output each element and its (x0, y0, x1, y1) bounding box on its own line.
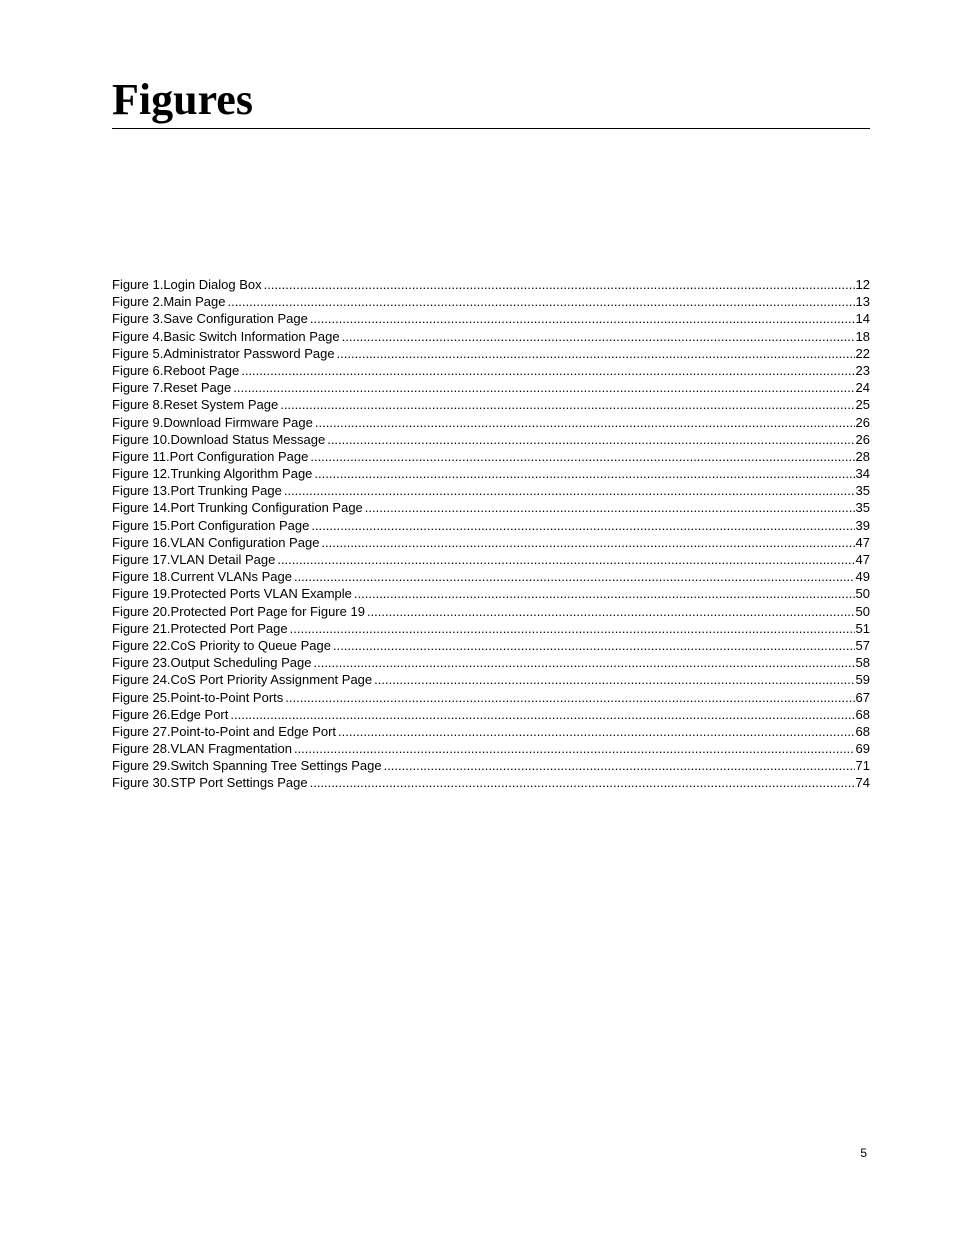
figure-entry[interactable] (112, 654, 870, 671)
figure-entry[interactable] (112, 534, 870, 551)
figure-title: Output Scheduling Page (170, 655, 312, 671)
figure-title: Reset Page (163, 380, 232, 396)
figure-label: Figure 4. (112, 328, 164, 344)
figure-entry[interactable] (112, 757, 870, 774)
figure-title: Protected Port Page (170, 620, 288, 636)
dot-leader (311, 517, 854, 534)
dot-leader (294, 740, 855, 757)
dot-leader (314, 465, 854, 482)
figure-label: Figure 7. (112, 380, 164, 396)
page-number: 5 (860, 1146, 867, 1160)
figure-title: Edge Port (170, 706, 229, 722)
figure-page-number: 28 (855, 448, 870, 464)
dot-leader (321, 534, 854, 551)
figure-entry[interactable] (112, 585, 870, 602)
figure-entry[interactable] (112, 414, 870, 431)
figure-label: Figure 10. (112, 431, 171, 447)
figure-label: Figure 5. (112, 345, 164, 361)
dot-leader (277, 551, 854, 568)
figure-title: Reboot Page (163, 362, 240, 378)
figure-page-number: 18 (855, 328, 870, 344)
figure-label: Figure 24. (112, 672, 171, 688)
figure-label: Figure 13. (112, 483, 171, 499)
figure-label: Figure 11. (112, 448, 170, 464)
dot-leader (310, 448, 854, 465)
figure-title: Trunking Algorithm Page (170, 466, 313, 482)
dot-leader (285, 689, 854, 706)
dot-leader (310, 774, 855, 791)
figure-title: Download Status Message (170, 431, 326, 447)
figure-title: CoS Port Priority Assignment Page (170, 672, 373, 688)
figure-label: Figure 25. (112, 689, 171, 705)
dot-leader (280, 396, 854, 413)
dot-leader (374, 671, 854, 688)
dot-leader (333, 637, 855, 654)
figure-page-number: 35 (855, 483, 870, 499)
figure-page-number: 35 (855, 500, 870, 516)
figure-page-number: 24 (855, 380, 870, 396)
figure-entry[interactable] (112, 551, 870, 568)
page-title: Figures (112, 75, 253, 124)
figure-entry[interactable] (112, 396, 870, 413)
dot-leader (284, 482, 855, 499)
figure-label: Figure 22. (112, 637, 171, 653)
figure-label: Figure 21. (112, 620, 171, 636)
figure-page-number: 68 (855, 706, 870, 722)
figure-page-number: 49 (855, 569, 870, 585)
figure-label: Figure 26. (112, 706, 171, 722)
dot-leader (337, 345, 855, 362)
figure-label: Figure 18. (112, 569, 171, 585)
figure-label: Figure 12. (112, 466, 171, 482)
figure-page-number: 26 (855, 414, 870, 430)
dot-leader (313, 654, 854, 671)
figure-title: Basic Switch Information Page (163, 328, 340, 344)
figure-entry[interactable] (112, 345, 870, 362)
figure-entry[interactable] (112, 499, 870, 516)
figure-label: Figure 16. (112, 534, 171, 550)
figure-entry[interactable] (112, 293, 870, 310)
figure-entry[interactable] (112, 465, 870, 482)
figure-entry[interactable] (112, 671, 870, 688)
dot-leader (384, 757, 855, 774)
figure-title: Current VLANs Page (170, 569, 292, 585)
figure-page-number: 23 (855, 362, 870, 378)
dot-leader (342, 328, 855, 345)
figure-title: VLAN Configuration Page (170, 534, 320, 550)
dot-leader (315, 414, 855, 431)
figure-entry[interactable] (112, 431, 870, 448)
figure-page-number: 47 (855, 552, 870, 567)
figure-entry[interactable] (112, 482, 870, 499)
figure-page-number: 13 (855, 294, 870, 310)
figure-label: Figure 3. (112, 311, 164, 327)
figure-label: Figure 8. (112, 397, 164, 413)
figure-entry[interactable] (112, 706, 870, 723)
dot-leader (241, 362, 854, 379)
figure-label: Figure 14. (112, 500, 171, 516)
figure-entry[interactable] (112, 517, 870, 534)
dot-leader (310, 310, 855, 327)
dot-leader (290, 620, 855, 637)
dot-leader (327, 431, 854, 448)
figure-label: Figure 6. (112, 362, 164, 378)
figure-title: STP Port Settings Page (170, 775, 308, 791)
dot-leader (367, 603, 855, 620)
dot-leader (294, 568, 855, 585)
figure-page-number: 39 (855, 517, 870, 533)
figure-page-number: 14 (855, 311, 870, 327)
figure-entry[interactable] (112, 448, 870, 465)
figure-page-number: 68 (855, 723, 870, 739)
list-of-figures (112, 276, 870, 792)
figure-title: Point-to-Point Ports (170, 689, 284, 705)
figure-page-number: 26 (855, 431, 870, 447)
figure-label: Figure 9. (112, 414, 164, 430)
figure-title: Port Configuration Page (169, 448, 309, 464)
figure-page-number: 34 (855, 466, 870, 482)
figure-title: VLAN Detail Page (170, 552, 276, 567)
figure-page-number: 67 (855, 689, 870, 705)
dot-leader (233, 379, 854, 396)
figure-title: Protected Port Page for Figure 19 (170, 603, 365, 619)
figure-entry[interactable] (112, 310, 870, 327)
figure-label: Figure 27. (112, 723, 171, 739)
figure-page-number: 47 (855, 534, 870, 550)
figure-page-number: 69 (855, 741, 870, 757)
dot-leader (338, 723, 854, 740)
figure-title: Administrator Password Page (163, 345, 335, 361)
figure-title: Switch Spanning Tree Settings Page (170, 758, 382, 774)
dot-leader (354, 585, 855, 602)
figure-label: Figure 29. (112, 758, 171, 774)
figure-page-number: 71 (855, 758, 870, 774)
figure-page-number: 58 (855, 655, 870, 671)
figure-title: Protected Ports VLAN Example (170, 586, 352, 602)
figure-label: Figure 23. (112, 655, 171, 671)
figure-label: Figure 20. (112, 603, 171, 619)
figure-title: CoS Priority to Queue Page (170, 637, 331, 653)
dot-leader (365, 499, 855, 516)
figure-label: Figure 30. (112, 775, 171, 791)
figure-page-number: 59 (855, 672, 870, 688)
figure-label: Figure 15. (112, 517, 171, 533)
figure-label: Figure 28. (112, 741, 171, 757)
figure-title: Port Trunking Page (170, 483, 282, 499)
figure-entry[interactable] (112, 723, 870, 740)
figure-entry[interactable] (112, 637, 870, 654)
figure-page-number: 25 (855, 397, 870, 413)
figure-entry[interactable] (112, 328, 870, 345)
figure-page-number: 50 (855, 586, 870, 602)
figure-title: Reset System Page (163, 397, 279, 413)
dot-leader (227, 293, 854, 310)
dot-leader (264, 276, 855, 293)
figure-entry[interactable] (112, 620, 870, 637)
figure-entry[interactable] (112, 276, 870, 293)
figure-page-number: 74 (855, 775, 870, 791)
figure-page-number: 51 (855, 620, 870, 636)
figure-title: VLAN Fragmentation (170, 741, 292, 757)
figure-title: Login Dialog Box (163, 277, 262, 292)
figure-entry[interactable] (112, 689, 870, 706)
figure-page-number: 50 (855, 603, 870, 619)
figure-title: Save Configuration Page (163, 311, 308, 327)
figure-title: Port Configuration Page (170, 517, 310, 533)
figure-title: Point-to-Point and Edge Port (170, 723, 337, 739)
figure-label: Figure 19. (112, 586, 171, 602)
figure-entry[interactable] (112, 774, 870, 791)
figure-label: Figure 1. (112, 277, 164, 292)
figure-entry[interactable] (112, 379, 870, 396)
figure-page-number: 57 (855, 637, 870, 653)
figure-title: Download Firmware Page (163, 414, 313, 430)
figure-label: Figure 2. (112, 294, 164, 310)
figure-entry[interactable] (112, 362, 870, 379)
figure-title: Main Page (163, 294, 226, 310)
figure-label: Figure 17. (112, 552, 171, 567)
figure-entry[interactable] (112, 740, 870, 757)
figure-page-number: 12 (855, 277, 870, 292)
figure-entry[interactable] (112, 568, 870, 585)
dot-leader (230, 706, 854, 723)
figure-page-number: 22 (855, 345, 870, 361)
title-divider (112, 128, 870, 129)
figure-entry[interactable] (112, 603, 870, 620)
figure-title: Port Trunking Configuration Page (170, 500, 363, 516)
